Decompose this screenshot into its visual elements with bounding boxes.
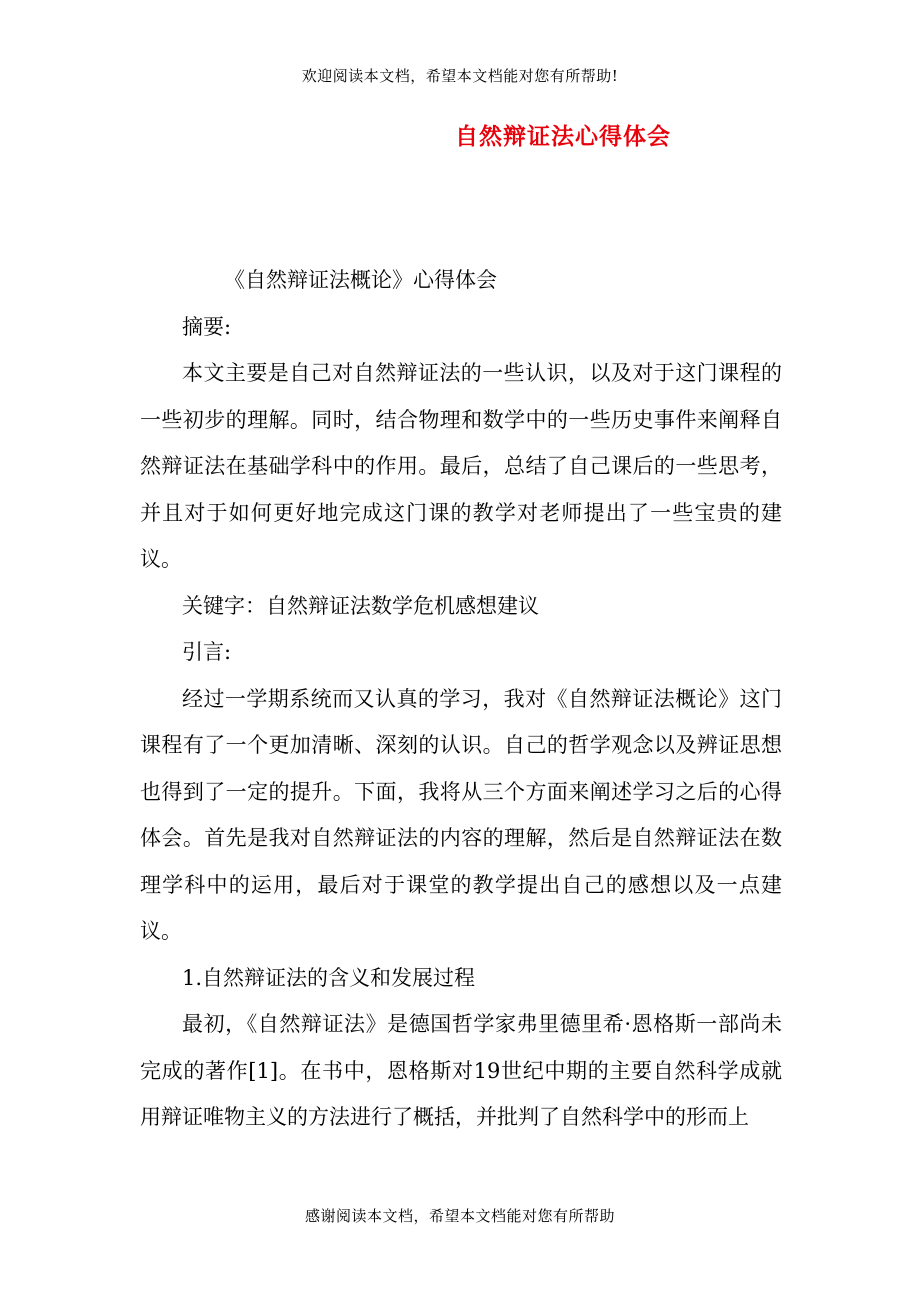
- footer-note: 感谢阅读本文档，希望本文档能对您有所帮助: [304, 1207, 615, 1225]
- keywords-line: 关键字：自然辩证法数学危机感想建议: [182, 593, 539, 618]
- section1-heading: 1.自然辩证法的含义和发展过程: [182, 965, 476, 990]
- intro-paragraph: 经过一学期系统而又认真的学习，我对《自然辩证法概论》这门课程有了一个更加清晰、深刻的认识。自己的哲学观念以及辨证思想也得到了一定的提升。下面，我将从三个方面来阐述学习之后的心得体会。首先是我对自然辩证法的内容的理解，然后是自然辩证法在数理学科中的运用，最后对于课堂的教学提出自己的感想以及一点建议。: [140, 686, 782, 943]
- document-subtitle: 《自然辩证法概论》心得体会: [224, 268, 497, 292]
- header-note: 欢迎阅读本文档，希望本文档能对您有所帮助!: [301, 67, 619, 85]
- abstract-paragraph: 本文主要是自己对自然辩证法的一些认识，以及对于这门课程的一些初步的理解。同时，结合物理和数学中的一些历史事件来阐释自然辩证法在基础学科中的作用。最后，总结了自己课后的一些思考，并且对于如何更好地完成这门课的教学对老师提出了一些宝贵的建议。: [140, 361, 782, 571]
- document-body: [140, 257, 782, 1141]
- intro-heading: 引言:: [182, 640, 232, 664]
- section1-paragraph: 最初，《自然辩证法》是德国哲学家弗里德里希·恩格斯一部尚未完成的著作[1]。在书中，恩格斯对19世纪中期的主要自然科学成就用辩证唯物主义的方法进行了概括，并批判了自然科学中的形而上: [140, 1012, 782, 1129]
- abstract-heading: 摘要:: [182, 314, 232, 339]
- document-title: 自然辩证法心得体会: [455, 124, 671, 150]
